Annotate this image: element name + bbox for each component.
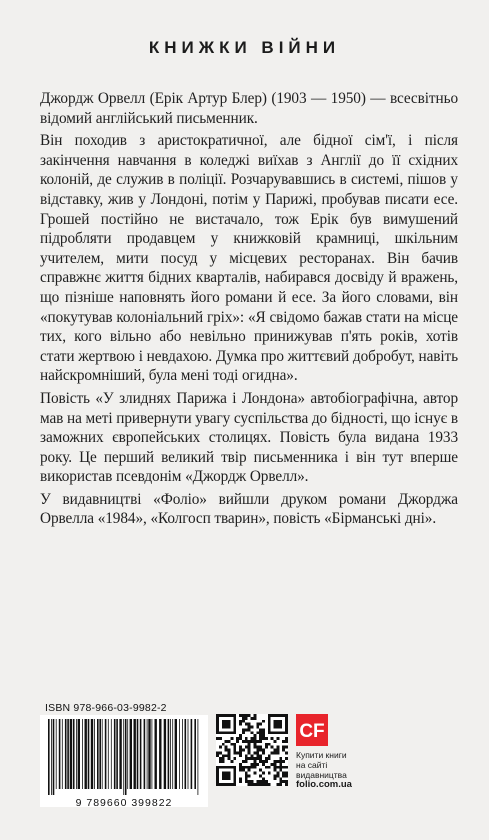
barcode-icon <box>40 715 208 807</box>
qr-module <box>216 754 219 757</box>
barcode-bar <box>134 719 136 789</box>
qr-module <box>285 746 288 749</box>
qr-module <box>222 743 225 746</box>
qr-module <box>285 766 288 769</box>
qr-module <box>256 780 259 783</box>
barcode-bar <box>179 719 180 789</box>
qr-module <box>259 754 262 757</box>
qr-module <box>216 737 219 740</box>
qr-module <box>268 743 271 746</box>
barcode-bar <box>59 719 61 789</box>
qr-module <box>253 763 256 766</box>
qr-module <box>242 728 245 731</box>
qr-module <box>276 749 279 752</box>
barcode-bar <box>102 719 103 789</box>
qr-module <box>239 749 242 752</box>
qr-module <box>282 749 285 752</box>
qr-module <box>265 783 268 786</box>
barcode-bar <box>164 719 166 789</box>
qr-module <box>259 780 262 783</box>
qr-module <box>245 746 248 749</box>
logo-letters: CF <box>299 721 325 742</box>
qr-module <box>242 749 245 752</box>
qr-module <box>279 783 282 786</box>
barcode-bar <box>91 719 93 789</box>
qr-module <box>253 740 256 743</box>
qr-module <box>251 731 254 734</box>
barcode-bar <box>137 719 139 789</box>
qr-module <box>239 723 242 726</box>
qr-module <box>279 757 282 760</box>
qr-module <box>256 726 259 729</box>
qr-module <box>225 749 228 752</box>
barcode-bar <box>48 719 50 795</box>
qr-module <box>285 783 288 786</box>
qr-module <box>274 769 277 772</box>
qr-module <box>219 757 222 760</box>
qr-module <box>259 737 262 740</box>
qr-module <box>285 774 288 777</box>
qr-module <box>276 760 279 763</box>
paragraph-biography: Він походив з аристократичної, але бідної сім'ї, і після закінчення навчання в коледжі виїхав з Англії до її східних колоній, де служив в поліції. Розчарувавшись в системі, пішов у відставку, жив у Лондоні, потім у Парижі, пробував писати есе. Грошей постійно не вистачало, тож Ерік був вимушений підробляти продавцем у книжковій крамниці, шкільним учителем, мити посуд у місцевих ресторанах. Він бачив справжнє життя бідних кварталів, набирався досвіду й вражень, що пізніше наповнять його романи й есе. За його словами, він «покутував колоніальний гріх»: «Я свідомо бажав стати на місце тих, кого вільно або невільно принижував п'ять років, хотів стати жертвою і невдахою. Думка про життєвий добробут, навіть найскромніший, була мені тоді огидна». <box>40 132 458 385</box>
qr-module <box>239 766 242 769</box>
qr-module <box>233 743 236 746</box>
qr-module <box>251 717 254 720</box>
qr-module <box>271 737 274 740</box>
qr-module <box>239 763 242 766</box>
qr-module <box>216 751 219 754</box>
qr-module <box>262 749 265 752</box>
qr-module <box>282 746 285 749</box>
qr-module <box>233 751 236 754</box>
qr-module <box>248 726 251 729</box>
qr-module <box>262 734 265 737</box>
qr-module <box>228 740 231 743</box>
qr-module <box>274 763 277 766</box>
qr-module <box>282 780 285 783</box>
barcode-bar <box>65 719 67 789</box>
qr-module <box>222 757 225 760</box>
qr-module <box>285 772 288 775</box>
qr-module <box>268 757 271 760</box>
qr-module <box>248 728 251 731</box>
qr-module <box>251 783 254 786</box>
qr-module <box>276 751 279 754</box>
qr-module <box>228 754 231 757</box>
qr-module <box>228 757 231 760</box>
qr-finder-center <box>222 772 231 781</box>
qr-module <box>242 740 245 743</box>
qr-module <box>262 777 265 780</box>
qr-module <box>242 717 245 720</box>
qr-module <box>251 757 254 760</box>
barcode-bar <box>152 719 153 789</box>
barcode-digits: 9 789660 399822 <box>75 797 173 809</box>
qr-module <box>262 728 265 731</box>
qr-module <box>245 777 248 780</box>
paragraph-author-intro: Джордж Орвелл (Ерік Артур Блер) (1903 — 1950) — всесвітньо відомий англійський письменник. <box>40 90 458 127</box>
qr-module <box>262 737 265 740</box>
barcode-bar <box>105 719 107 789</box>
qr-module <box>225 740 228 743</box>
qr-module <box>276 783 279 786</box>
qr-module <box>265 766 268 769</box>
qr-module <box>262 751 265 754</box>
barcode-bar <box>182 719 183 789</box>
qr-module <box>248 783 251 786</box>
barcode-bar <box>123 719 124 795</box>
qr-module <box>259 774 262 777</box>
qr-module <box>262 720 265 723</box>
qr-module <box>242 769 245 772</box>
qr-module <box>253 760 256 763</box>
qr-module <box>248 780 251 783</box>
qr-module <box>248 757 251 760</box>
qr-module <box>233 749 236 752</box>
qr-module <box>242 714 245 717</box>
qr-module <box>230 737 233 740</box>
barcode-bar <box>94 719 95 789</box>
qr-module <box>265 780 268 783</box>
qr-module <box>279 763 282 766</box>
qr-module <box>262 763 265 766</box>
barcode-bar <box>148 719 150 789</box>
qr-module <box>259 740 262 743</box>
qr-module <box>274 777 277 780</box>
qr-module <box>276 766 279 769</box>
qr-module <box>285 737 288 740</box>
barcode-bar <box>56 719 57 789</box>
cover-bottom-block <box>40 700 460 825</box>
qr-module <box>248 743 251 746</box>
barcode-bar <box>99 719 101 789</box>
qr-module <box>265 760 268 763</box>
barcode-bar <box>82 719 83 789</box>
qr-module <box>239 734 242 737</box>
barcode-bar <box>78 719 80 789</box>
qr-module <box>253 783 256 786</box>
publisher-website-link[interactable]: folio.com.ua <box>296 779 352 790</box>
qr-module <box>251 763 254 766</box>
barcode-bar <box>159 719 161 789</box>
qr-module <box>268 772 271 775</box>
barcode-bar <box>67 719 69 789</box>
qr-module <box>245 774 248 777</box>
qr-code-icon[interactable] <box>216 714 288 786</box>
qr-module <box>251 766 254 769</box>
qr-module <box>279 777 282 780</box>
qr-module <box>251 737 254 740</box>
qr-module <box>248 714 251 717</box>
barcode-bar <box>198 719 199 795</box>
qr-module <box>245 740 248 743</box>
qr-module <box>256 763 259 766</box>
qr-module <box>251 726 254 729</box>
barcode-bar <box>88 719 90 789</box>
barcode-bar <box>172 719 173 789</box>
barcode-bar <box>185 719 187 789</box>
qr-finder-center <box>222 720 231 729</box>
qr-module <box>253 746 256 749</box>
barcode-bar <box>147 719 148 789</box>
barcode-bar <box>76 719 77 789</box>
qr-module <box>256 754 259 757</box>
paragraph-other-books: У видавництві «Фоліо» вийшли друком романи Джорджа Орвелла «1984», «Колгосп тварин», повість «Бірманські дні». <box>40 490 458 528</box>
qr-module <box>222 754 225 757</box>
qr-module <box>265 757 268 760</box>
barcode-bar <box>130 719 132 789</box>
qr-module <box>256 757 259 760</box>
barcode-bar <box>155 719 157 789</box>
barcode-bar <box>108 719 109 789</box>
qr-module <box>245 728 248 731</box>
barcode-bar <box>51 719 52 795</box>
qr-module <box>279 760 282 763</box>
qr-module <box>245 723 248 726</box>
qr-module <box>259 746 262 749</box>
qr-module <box>251 740 254 743</box>
qr-module <box>219 746 222 749</box>
barcode-bar <box>168 719 170 789</box>
qr-module <box>282 766 285 769</box>
barcode-bar <box>194 719 196 789</box>
barcode-bars <box>46 719 202 795</box>
barcode-bar <box>70 719 72 789</box>
barcode-bar <box>144 719 146 789</box>
barcode-bar <box>119 719 121 789</box>
barcode-bar <box>114 719 116 789</box>
qr-module <box>279 769 282 772</box>
qr-module <box>236 740 239 743</box>
qr-module <box>276 772 279 775</box>
qr-module <box>259 731 262 734</box>
qr-module <box>262 731 265 734</box>
barcode-bar <box>53 719 55 795</box>
qr-module <box>236 737 239 740</box>
qr-module <box>225 746 228 749</box>
qr-module <box>285 757 288 760</box>
qr-module <box>219 737 222 740</box>
qr-module <box>259 734 262 737</box>
qr-module <box>262 783 265 786</box>
qr-module <box>233 757 236 760</box>
qr-module <box>253 766 256 769</box>
qr-module <box>251 780 254 783</box>
qr-module <box>256 723 259 726</box>
qr-module <box>253 772 256 775</box>
qr-finder-center <box>274 720 283 729</box>
qr-module <box>256 751 259 754</box>
qr-module <box>245 717 248 720</box>
barcode-bar <box>111 719 112 789</box>
publisher-logo-icon <box>296 714 328 746</box>
qr-module <box>265 743 268 746</box>
qr-module <box>251 754 254 757</box>
paragraph-novel-description: Повість «У злиднях Парижа і Лондона» автобіографічна, автор мав на меті привернути увагу суспільства до бідності, що існує в заможних європейських столицях. Повість була видана 1933 року. Це перший великий твір письменника і він тут вперше використав псевдонім «Джордж Орвелл». <box>40 389 458 486</box>
qr-module <box>282 772 285 775</box>
qr-module <box>245 760 248 763</box>
qr-module <box>259 728 262 731</box>
qr-module <box>262 760 265 763</box>
qr-module <box>248 746 251 749</box>
qr-module <box>245 757 248 760</box>
qr-module <box>259 760 262 763</box>
barcode-bar <box>62 719 63 789</box>
qr-module <box>259 783 262 786</box>
qr-module <box>259 749 262 752</box>
qr-module <box>245 737 248 740</box>
qr-module <box>242 731 245 734</box>
qr-module <box>256 746 259 749</box>
barcode-bar <box>191 719 193 789</box>
qr-module <box>256 740 259 743</box>
barcode-bar <box>73 719 75 789</box>
buy-line-1: Купити книги <box>296 750 347 760</box>
qr-module <box>271 746 274 749</box>
qr-module <box>276 737 279 740</box>
qr-module <box>256 749 259 752</box>
qr-module <box>271 751 274 754</box>
qr-module <box>253 717 256 720</box>
qr-module <box>279 766 282 769</box>
qr-module <box>239 746 242 749</box>
qr-module <box>253 743 256 746</box>
qr-module <box>239 714 242 717</box>
barcode-bar <box>170 719 171 789</box>
barcode-bar <box>140 719 142 789</box>
qr-module <box>274 751 277 754</box>
qr-module <box>239 751 242 754</box>
qr-module <box>245 772 248 775</box>
qr-module <box>245 766 248 769</box>
qr-module <box>274 774 277 777</box>
qr-module <box>253 734 256 737</box>
qr-module <box>233 746 236 749</box>
qr-module <box>262 780 265 783</box>
qr-module <box>219 760 222 763</box>
isbn-label: ISBN 978-966-03-9982-2 <box>45 702 167 714</box>
qr-module <box>259 757 262 760</box>
qr-module <box>239 780 242 783</box>
barcode-bar <box>127 719 128 789</box>
qr-module <box>285 780 288 783</box>
barcode-bar <box>188 719 189 789</box>
barcode-bar <box>85 719 87 789</box>
barcode-bar <box>175 719 177 789</box>
qr-module <box>228 749 231 752</box>
qr-module <box>239 769 242 772</box>
qr-module <box>268 754 271 757</box>
barcode-bar <box>125 719 127 795</box>
qr-module <box>239 737 242 740</box>
buy-line-3: видавництва <box>296 770 347 780</box>
qr-module <box>256 731 259 734</box>
qr-module <box>242 766 245 769</box>
qr-module <box>262 772 265 775</box>
qr-module <box>239 754 242 757</box>
qr-module <box>225 754 228 757</box>
qr-module <box>245 714 248 717</box>
series-title: КНИЖКИ ВІЙНИ <box>148 38 341 57</box>
qr-module <box>274 749 277 752</box>
qr-module <box>282 760 285 763</box>
barcode-bar <box>97 719 99 789</box>
qr-module <box>265 746 268 749</box>
qr-module <box>245 780 248 783</box>
qr-module <box>248 751 251 754</box>
qr-module <box>230 743 233 746</box>
buy-line-2: на сайті <box>296 760 328 770</box>
qr-module <box>248 769 251 772</box>
qr-module <box>274 740 277 743</box>
qr-module <box>282 774 285 777</box>
qr-module <box>248 749 251 752</box>
qr-module <box>279 780 282 783</box>
qr-module <box>253 757 256 760</box>
qr-module <box>285 740 288 743</box>
qr-module <box>253 714 256 717</box>
qr-module <box>236 751 239 754</box>
qr-module <box>248 766 251 769</box>
qr-module <box>256 783 259 786</box>
qr-module <box>242 720 245 723</box>
qr-module <box>248 723 251 726</box>
barcode-bar <box>116 719 118 789</box>
qr-module <box>282 740 285 743</box>
qr-module <box>239 777 242 780</box>
qr-module <box>248 774 251 777</box>
qr-module <box>248 740 251 743</box>
book-annotation <box>40 89 458 532</box>
buy-books-note <box>296 750 376 790</box>
qr-module <box>245 754 248 757</box>
qr-module <box>253 751 256 754</box>
qr-module <box>253 737 256 740</box>
qr-module <box>268 783 271 786</box>
qr-module <box>228 751 231 754</box>
qr-module <box>219 751 222 754</box>
qr-module <box>242 760 245 763</box>
qr-module <box>222 760 225 763</box>
qr-module <box>259 769 262 772</box>
qr-module <box>265 737 268 740</box>
qr-module <box>285 751 288 754</box>
qr-module <box>276 774 279 777</box>
qr-module <box>274 766 277 769</box>
qr-module <box>239 720 242 723</box>
qr-module <box>276 746 279 749</box>
qr-module <box>274 760 277 763</box>
qr-module <box>259 723 262 726</box>
qr-module <box>271 763 274 766</box>
qr-module <box>230 760 233 763</box>
qr-module <box>268 766 271 769</box>
